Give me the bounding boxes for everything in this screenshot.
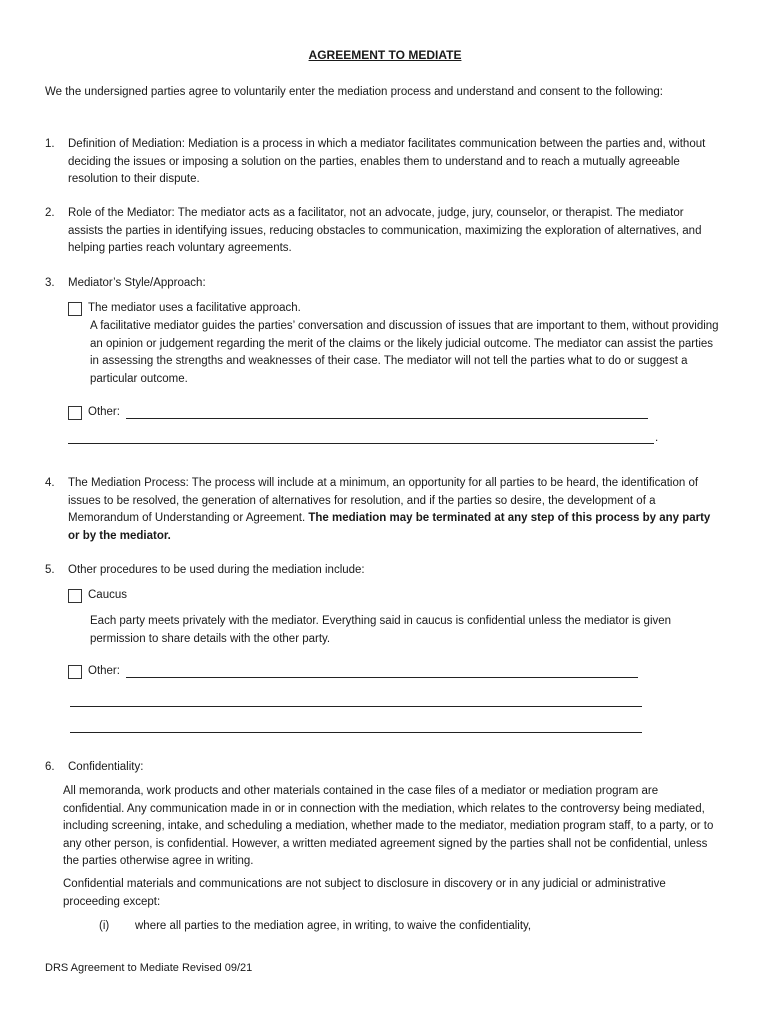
- intro-paragraph: We the undersigned parties agree to voluntarily enter the mediation process and understand and consent to the following:: [45, 86, 663, 98]
- section-4-text: [68, 475, 718, 545]
- style-other-period: .: [655, 432, 659, 444]
- page-footer: DRS Agreement to Mediate Revised 09/21: [45, 962, 253, 974]
- section-5-heading: Other procedures to be used during the mediation include:: [68, 564, 365, 576]
- section-4-number: 4.: [45, 477, 55, 489]
- facilitative-checkbox[interactable]: [68, 302, 82, 316]
- document-title: AGREEMENT TO MEDIATE: [308, 48, 462, 62]
- procedures-other-input-line[interactable]: [126, 665, 638, 678]
- section-3-number: 3.: [45, 277, 55, 289]
- section-1-text: Definition of Mediation: Mediation is a process in which a mediator facilitates communication between the parties and, without deciding the issues or imposing a solution on the parties, enables them to understand and to reach a mutually agreeable resolution to their dispute.: [68, 138, 706, 186]
- caucus-option: [68, 587, 127, 605]
- section-4-plain: The Mediation Process: The process will include at a minimum, an opportunity for all parties to be heard, the identification of issues to be resolved, the generation of alternatives for resolution, and if the parties so desire, the development of a Memorandum of Understanding or Agreement.: [68, 477, 699, 525]
- caucus-description: Each party meets privately with the mediator. Everything said in caucus is confidential unless the mediator is given permission to share details with the other party.: [90, 615, 672, 645]
- procedures-other-input-line-3[interactable]: [70, 732, 642, 733]
- style-other-label: Other:: [88, 406, 120, 418]
- caucus-checkbox[interactable]: [68, 589, 82, 603]
- section-6-number: 6.: [45, 761, 55, 773]
- facilitative-description: A facilitative mediator guides the parties’ conversation and discussion of issues that are important to them, without providing an opinion or judgement regarding the merit of the claims or the likely judicial outcome. The mediator can assist the parties in assessing the strengths and weaknesses of their case. The mediator will not tell the parties what to do or suggest a particular outcome.: [90, 320, 719, 385]
- style-other-option: [68, 404, 648, 422]
- procedures-other-checkbox[interactable]: [68, 665, 82, 679]
- exception-i-number: (i): [99, 920, 110, 932]
- section-6-heading: Confidentiality:: [68, 761, 144, 773]
- section-1-number: 1.: [45, 138, 55, 150]
- facilitative-label: The mediator uses a facilitative approach.: [88, 302, 301, 314]
- style-other-input-line-2[interactable]: [68, 443, 654, 444]
- procedures-other-option: [68, 663, 638, 681]
- section-2-text: Role of the Mediator: The mediator acts as a facilitator, not an advocate, judge, jury, counselor, or therapist. The mediator assists the parties in identifying issues, reducing obstacles to communication, maximizing the exploration of alternatives, and helping parties reach voluntary agreements.: [68, 207, 702, 255]
- style-other-checkbox[interactable]: [68, 406, 82, 420]
- section-4-bold: The mediation may be terminated at any step of this process by any party or by the mediator.: [68, 512, 711, 542]
- procedures-other-label: Other:: [88, 665, 120, 677]
- exception-i-text: where all parties to the mediation agree, in writing, to waive the confidentiality,: [135, 920, 532, 932]
- section-3-heading: Mediator’s Style/Approach:: [68, 277, 206, 289]
- confidentiality-paragraph-2: Confidential materials and communications are not subject to disclosure in discovery or in any judicial or administrative proceeding except:: [63, 878, 666, 908]
- section-2-number: 2.: [45, 207, 55, 219]
- facilitative-option: [68, 300, 301, 318]
- confidentiality-paragraph-1: All memoranda, work products and other materials contained in the case files of a mediator or mediation program are confidential. Any communication made in or in connection with the mediation, which relates to the controversy being mediated, including screening, intake, and scheduling a mediation, whether made to the mediator, mediation program staff, to a party, or to any other person, is confidential. However, a written mediated agreement signed by the parties shall not be confidential, unless the parties otherwise agree in writing.: [63, 785, 714, 868]
- caucus-label: Caucus: [88, 589, 127, 601]
- procedures-other-input-line-2[interactable]: [70, 706, 642, 707]
- section-5-number: 5.: [45, 564, 55, 576]
- style-other-input-line[interactable]: [126, 406, 648, 419]
